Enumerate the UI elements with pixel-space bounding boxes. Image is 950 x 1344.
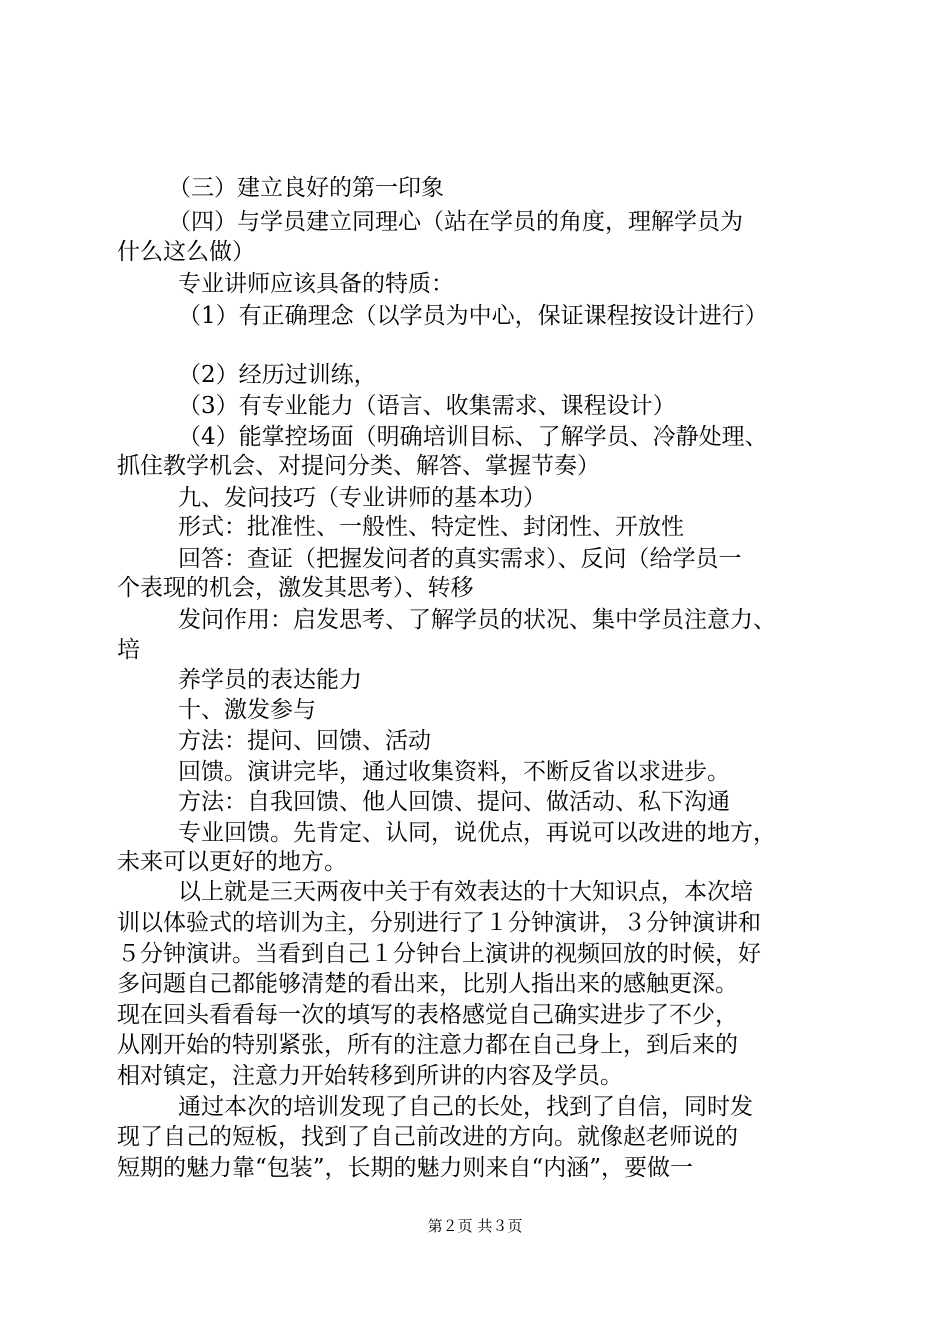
body-line: 什么这么做）	[117, 239, 255, 265]
body-line: 发问作用：启发思考、了解学员的状况、集中学员注意力、	[178, 607, 776, 633]
body-line: 训以体验式的培训为主，分别进行了１分钟演讲，３分钟演讲和	[117, 910, 761, 936]
body-line: 专业回馈。先肯定、认同，说优点，再说可以改进的地方，	[178, 820, 776, 846]
body-line: 形式：批准性、一般性、特定性、封闭性、开放性	[178, 514, 684, 540]
body-line: 个表现的机会，激发其思考）、转移	[117, 575, 474, 601]
body-line: 养学员的表达能力	[178, 667, 362, 693]
body-line: 多问题自己都能够清楚的看出来，比别人指出来的感触更深。	[117, 971, 738, 997]
body-line: 短期的魅力靠“包装”，长期的魅力则来自“内涵”，要做一	[117, 1155, 694, 1181]
body-line: （2）经历过训练，	[178, 362, 377, 388]
body-line: 抓住教学机会、对提问分类、解答、掌握节奏）	[117, 453, 600, 479]
body-line: 十、激发参与	[178, 697, 316, 723]
body-line: 以上就是三天两夜中关于有效表达的十大知识点，本次培	[178, 879, 753, 905]
body-line: （4）能掌控场面（明确培训目标、了解学员、冷静处理、	[178, 424, 768, 450]
body-line: ５分钟演讲。当看到自己１分钟台上演讲的视频回放的时候，好	[117, 941, 761, 967]
body-line: 通过本次的培训发现了自己的长处，找到了自信，同时发	[178, 1094, 753, 1120]
body-line: 未来可以更好的地方。	[117, 849, 347, 875]
body-line: （1）有正确理念（以学员为中心，保证课程按设计进行）	[178, 303, 768, 329]
body-line: 回馈。演讲完毕，通过收集资料，不断反省以求进步。	[178, 759, 730, 785]
body-line: 培	[117, 637, 140, 663]
body-line: 现了自己的短板，找到了自己前改进的方向。就像赵老师说的	[117, 1124, 738, 1150]
body-line: 从刚开始的特别紧张，所有的注意力都在自己身上，到后来的	[117, 1032, 738, 1058]
body-line: （四）与学员建立同理心（站在学员的角度，理解学员为	[168, 209, 743, 235]
body-line: （3）有专业能力（语言、收集需求、课程设计）	[178, 393, 676, 419]
body-line: 回答：查证（把握发问者的真实需求）、反问（给学员一	[178, 546, 742, 572]
body-line: 相对镇定，注意力开始转移到所讲的内容及学员。	[117, 1063, 623, 1089]
body-line: 方法：自我回馈、他人回馈、提问、做活动、私下沟通	[178, 789, 730, 815]
body-line: （三）建立良好的第一印象	[168, 175, 444, 201]
page-number-label: 第２页 共３页	[427, 1217, 523, 1235]
page-footer	[0, 1216, 950, 1236]
body-line: 现在回头看看每一次的填写的表格感觉自己确实进步了不少，	[117, 1002, 738, 1028]
body-line: 九、发问技巧（专业讲师的基本功）	[178, 485, 546, 511]
body-line: 方法：提问、回馈、活动	[178, 728, 431, 754]
body-line: 专业讲师应该具备的特质：	[178, 271, 454, 297]
